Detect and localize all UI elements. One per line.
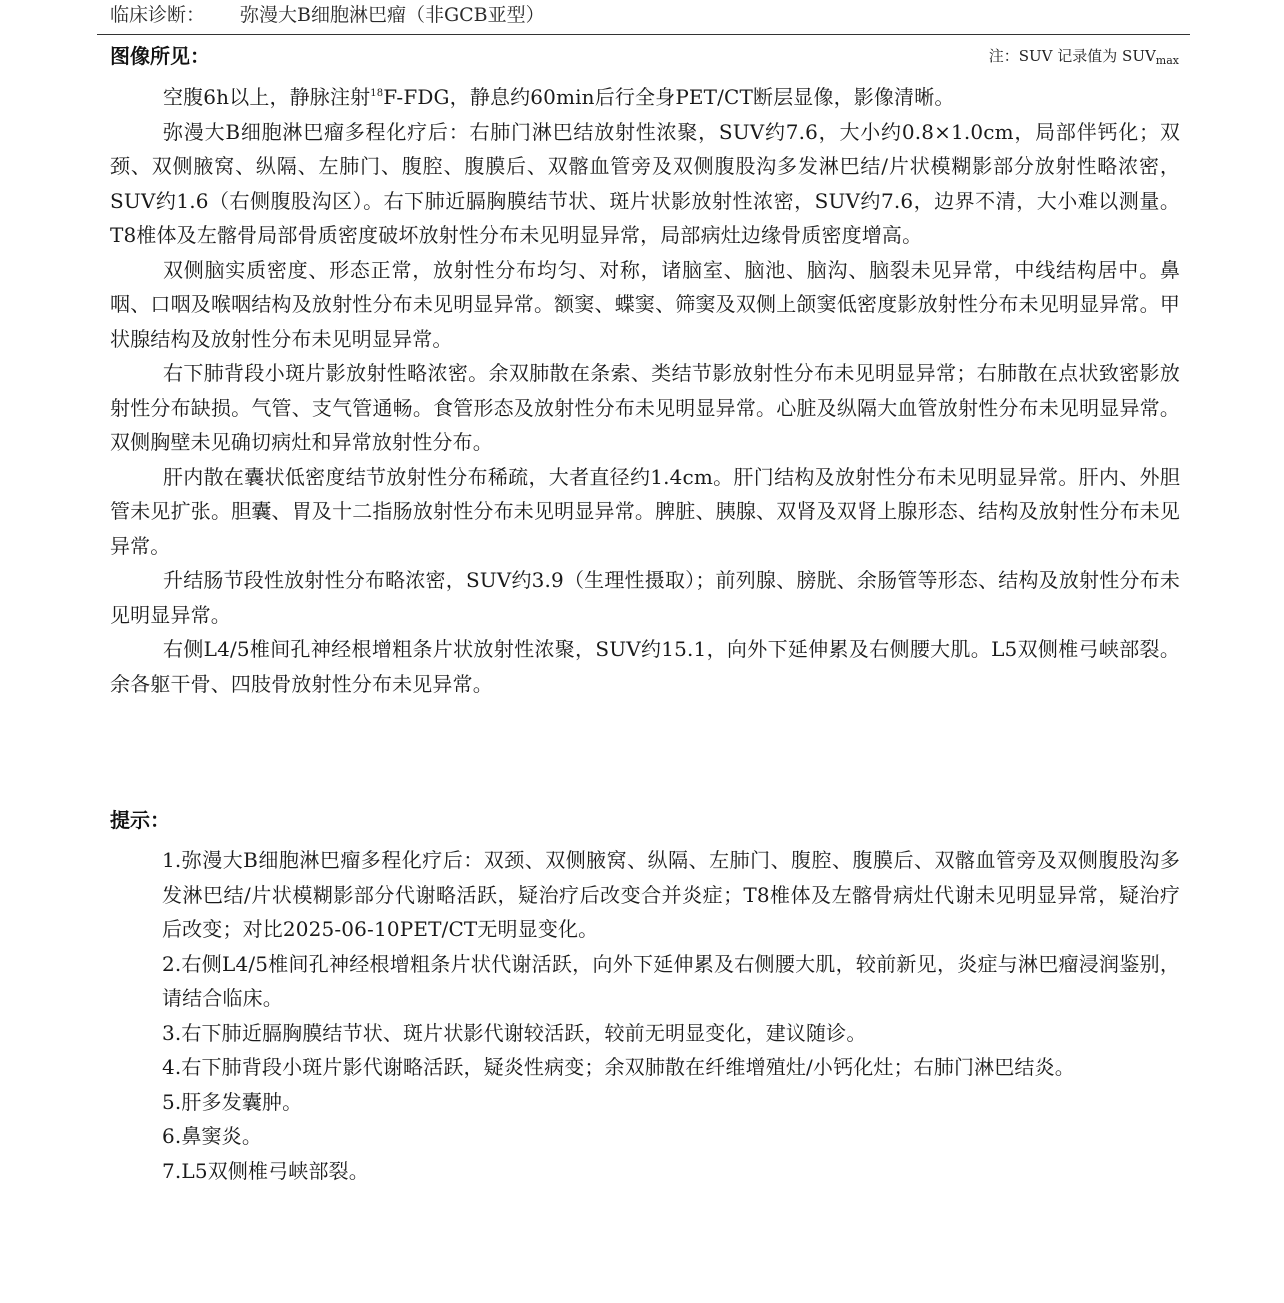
findings-body — [110, 80, 1180, 701]
suv-note-subscript: max — [1155, 54, 1179, 67]
hint-item: 4.右下肺背段小斑片影代谢略活跃，疑炎性病变；余双肺散在纤维增殖灶/小钙化灶；右肺门淋巴结炎。 — [162, 1055, 1075, 1079]
findings-paragraph: 升结肠节段性放射性分布略浓密，SUV约3.9（生理性摄取）；前列腺、膀胱、余肠管等形态、结构及放射性分布未见明显异常。 — [110, 568, 1180, 627]
findings-paragraph-protocol — [110, 80, 1180, 115]
hint-item: 3.右下肺近膈胸膜结节状、斑片状影代谢较活跃，较前无明显变化，建议随诊。 — [162, 1020, 867, 1045]
hint-item: 7.L5双侧椎弓峡部裂。 — [162, 1158, 369, 1183]
findings-paragraph: 右侧L4/5椎间孔神经根增粗条片状放射性浓聚，SUV约15.1，向外下延伸累及右侧腰大肌。L5双侧椎弓峡部裂。余各躯干骨、四肢骨放射性分布未见异常。 — [110, 637, 1180, 696]
hint-item: 2.右侧L4/5椎间孔神经根增粗条片状代谢活跃，向外下延伸累及右侧腰大肌，较前新见，炎症与淋巴瘤浸润鉴别，请结合临床。 — [162, 951, 1180, 1010]
findings-paragraph: 右下肺背段小斑片影放射性略浓密。余双肺散在条索、类结节影放射性分布未见明显异常；右肺散在点状致密影放射性分布缺损。气管、支气管通畅。食管形态及放射性分布未见明显异常。心脏及纵隔大血管放射性分布未见明显异常。双侧胸壁未见确切病灶和异常放射性分布。 — [110, 361, 1180, 454]
suv-note-text: 注：SUV 记录值为 SUV — [988, 47, 1156, 65]
diagnosis-value: 弥漫大B细胞淋巴瘤（非GCB亚型） — [240, 4, 545, 26]
protocol-text-before: 空腹6h以上，静脉注射 — [163, 85, 371, 109]
findings-title: 图像所见： — [110, 44, 210, 68]
hints-list — [158, 843, 1180, 1188]
protocol-text-after: F-FDG，静息约60min后行全身PET/CT断层显像，影像清晰。 — [383, 85, 955, 109]
hint-item: 6.鼻窦炎。 — [162, 1124, 262, 1148]
header-divider — [97, 34, 1190, 35]
suv-note — [989, 44, 1179, 73]
hints-title: 提示： — [110, 808, 170, 832]
findings-paragraph: 双侧脑实质密度、形态正常，放射性分布均匀、对称，诸脑室、脑池、脑沟、脑裂未见异常，中线结构居中。鼻咽、口咽及喉咽结构及放射性分布未见明显异常。额窦、蝶窦、筛窦及双侧上颌窦低密度影放射性分布未见明显异常。甲状腺结构及放射性分布未见明显异常。 — [110, 257, 1180, 351]
findings-paragraph: 弥漫大B细胞淋巴瘤多程化疗后：右肺门淋巴结放射性浓聚，SUV约7.6，大小约0.8×1.0cm，局部伴钙化；双颈、双侧腋窝、纵隔、左肺门、腹腔、腹膜后、双髂血管旁及双侧腹股沟多发淋巴结/片状模糊影部分放射性略浓密，SUV约1.6（右侧腹股沟区）。右下肺近膈胸膜结节状、斑片状影放射性浓密，SUV约7.6，边界不清，大小难以测量。T8椎体及左髂骨局部骨质密度破坏放射性分布未见明显异常，局部病灶边缘骨质密度增高。 — [110, 119, 1180, 247]
diagnosis-label: 临床诊断： — [110, 4, 206, 26]
isotope-superscript: 18 — [370, 88, 384, 99]
hint-item: 1.弥漫大B细胞淋巴瘤多程化疗后：双颈、双侧腋窝、纵隔、左肺门、腹腔、腹膜后、双髂血管旁及双侧腹股沟多发淋巴结/片状模糊影部分代谢略活跃，疑治疗后改变合并炎症；T8椎体及左髂骨病灶代谢未见明显异常，疑治疗后改变；对比2025-06-10PET/CT无明显变化。 — [162, 848, 1180, 941]
clinical-diagnosis-line — [110, 2, 1190, 30]
findings-paragraph: 肝内散在囊状低密度结节放射性分布稀疏，大者直径约1.4cm。肝门结构及放射性分布未见明显异常。肝内、外胆管未见扩张。胆囊、胃及十二指肠放射性分布未见明显异常。脾脏、胰腺、双肾及双肾上腺形态、结构及放射性分布未见异常。 — [110, 464, 1180, 558]
hint-item: 5.肝多发囊肿。 — [162, 1089, 303, 1114]
